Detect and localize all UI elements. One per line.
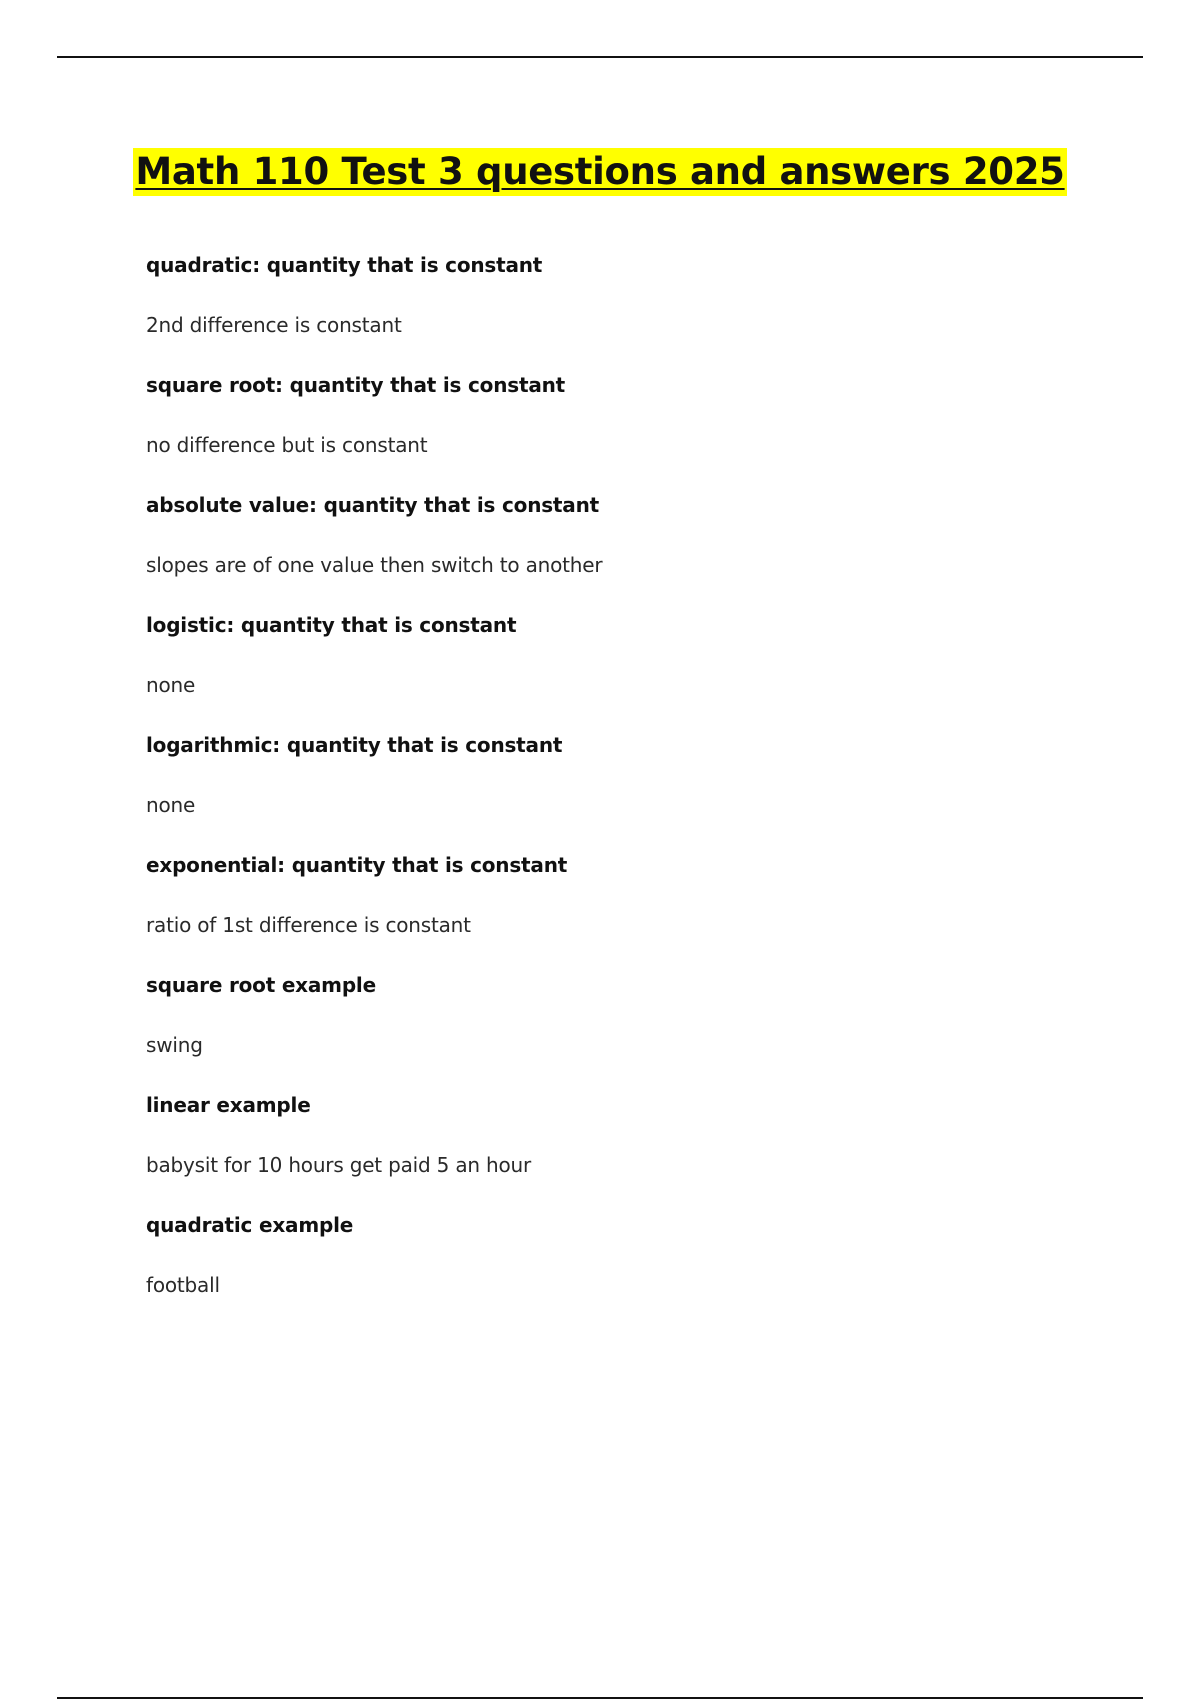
question-text: quadratic: quantity that is constant (146, 253, 543, 277)
question-text: square root example (146, 973, 376, 997)
qa-item (146, 1090, 1146, 1180)
qa-list (146, 250, 1146, 1330)
answer-text: none (146, 793, 196, 817)
answer-text: no difference but is constant (146, 433, 428, 457)
answer-text: football (146, 1273, 220, 1297)
qa-item (146, 730, 1146, 820)
question-text: linear example (146, 1093, 311, 1117)
document-title: Math 110 Test 3 questions and answers 2025 (133, 148, 1066, 196)
question-text: logarithmic: quantity that is constant (146, 733, 563, 757)
answer-text: babysit for 10 hours get paid 5 an hour (146, 1153, 532, 1177)
question-text: square root: quantity that is constant (146, 373, 566, 397)
qa-item (146, 250, 1146, 340)
qa-item (146, 610, 1146, 700)
qa-item (146, 1210, 1146, 1300)
qa-item (146, 970, 1146, 1060)
answer-text: ratio of 1st difference is constant (146, 913, 471, 937)
question-text: absolute value: quantity that is constant (146, 493, 599, 517)
qa-item (146, 370, 1146, 460)
answer-text: 2nd difference is constant (146, 313, 402, 337)
qa-item (146, 850, 1146, 940)
question-text: quadratic example (146, 1213, 354, 1237)
answer-text: slopes are of one value then switch to another (146, 553, 603, 577)
answer-text: none (146, 673, 196, 697)
top-rule (57, 56, 1143, 58)
title-container (0, 148, 1200, 196)
question-text: logistic: quantity that is constant (146, 613, 517, 637)
bottom-rule (57, 1697, 1143, 1699)
answer-text: swing (146, 1033, 203, 1057)
qa-item (146, 490, 1146, 580)
question-text: exponential: quantity that is constant (146, 853, 568, 877)
